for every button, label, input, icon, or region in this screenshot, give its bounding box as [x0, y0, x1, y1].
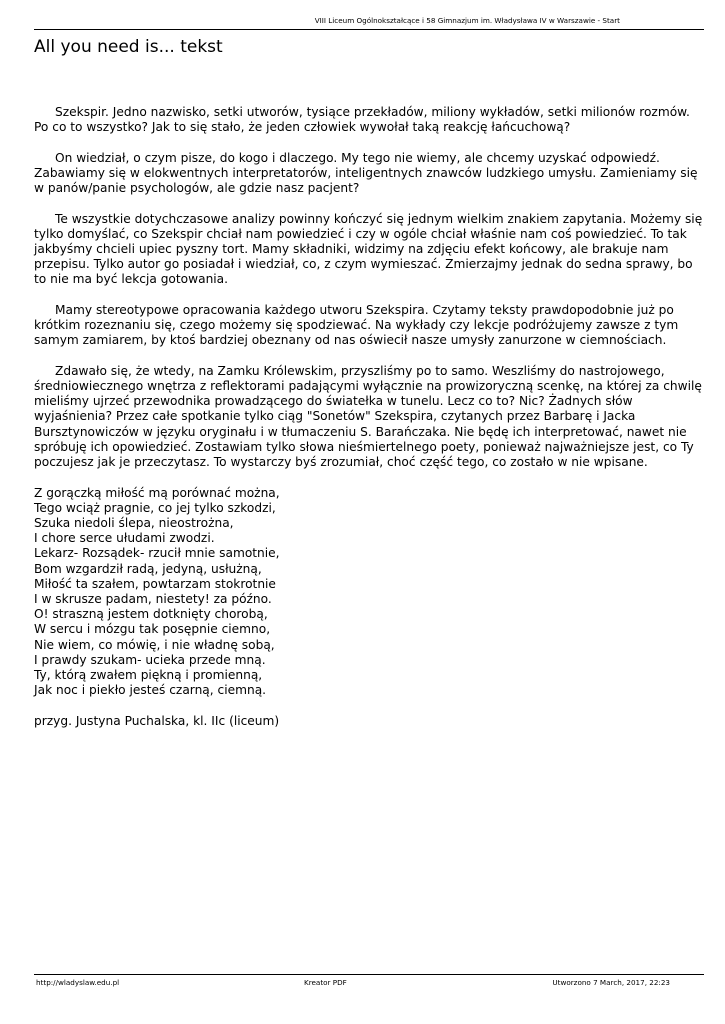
article-paragraph-3: Te wszystkie dotychczasowe analizy powinny kończyć się jednym wielkim znakiem zapytania. Możemy się tylko domyślać, co Szekspir chciał nam powiedzieć i czy w ogóle chciał właśnie nam coś powiedzieć. To tak jakbyśmy chcieli upiec pyszny tort. Mamy składniki, widzimy na zdjęciu efekt końcowy, ale brakuje nam przepisu. Tylko autor go posiadał i wiedział, co, z czym wymieszać. Zmierzajmy jednak do sedna sprawy, bo to nie ma być lekcja gotowania.: [34, 211, 703, 287]
footer-url: http://wladyslaw.edu.pl: [36, 978, 120, 987]
poem-line: Ty, którą zwałem piękną i promienną,: [34, 667, 263, 682]
poem-line: O! straszną jestem dotknięty chorobą,: [34, 607, 268, 622]
article-paragraph-4: Mamy stereotypowe opracowania każdego utworu Szekspira. Czytamy teksty prawdopodobnie już po krótkim rozeznaniu się, czego możemy się spodziewać. Na wykłady czy lekcje podróżujemy zawsze z tym samym zamiarem, by ktoś bardziej obeznany od nas oświecił nasze umysły zanurzone w ciemnościach.: [34, 302, 679, 348]
poem-line: Jak noc i piekło jesteś czarną, ciemną.: [34, 683, 267, 698]
poem-line: Miłość ta szałem, powtarzam stokrotnie: [34, 576, 276, 591]
article-paragraph-5: Zdawało się, że wtedy, na Zamku Królewskim, przyszliśmy po to samo. Weszliśmy do nastrojowego, średniowiecznego wnętrza z reflektorami padającymi wyłącznie na prowizoryczną scenkę, na której za chwilę mieliśmy ujrzeć przewodnika prowadzącego do światełka w tunelu. Lecz co to? Nic? Żadnych słów wyjaśnienia? Przez całe spotkanie tylko ciąg "Sonetów" Szekspira, czytanych przez Barbarę i Jacka Bursztynowiczów w języku oryginału i w tłumaczeniu S. Barańczaka. Nie będę ich interpretować, nawet nie spróbuję ich opowiedzieć. Zostawiam tylko słowa nieśmiertelnego poety, ponieważ najważniejsze jest, co Ty poczujesz jak je przeczytasz. To wystarczy byś zrozumiał, choć część tego, co zostało w nie wpisane.: [34, 363, 702, 470]
article-title: All you need is... tekst: [34, 37, 223, 57]
article-paragraph-1: Szekspir. Jedno nazwisko, setki utworów, tysiące przekładów, miliony wykładów, setki milionów rozmów. Po co to wszystko? Jak to się stało, że jeden człowiek wywołał taką reakcję łańcuchową?: [34, 105, 690, 135]
poem-line: I prawdy szukam- ucieka przede mną.: [34, 652, 266, 667]
footer-generator: Kreator PDF: [304, 978, 347, 987]
poem-line: Bom wzgardził radą, jedyną, usłużną,: [34, 561, 262, 576]
poem-line: W sercu i mózgu tak posępnie ciemno,: [34, 622, 271, 637]
page-header: [34, 12, 704, 30]
poem-line: Szuka niedoli ślepa, nieostrożna,: [34, 515, 234, 530]
article-paragraph-2: On wiedział, o czym pisze, do kogo i dlaczego. My tego nie wiemy, ale chcemy uzyskać odpowiedź. Zabawiamy się w elokwentnych interpretatorów, inteligentnych znawców ludzkiego umysłu. Zamieniamy się w panów/panie psychologów, ale gdzie nasz pacjent?: [34, 150, 698, 196]
poem-line: Nie wiem, co mówię, i nie władnę sobą,: [34, 637, 275, 652]
sonnet-poem: [34, 486, 704, 699]
footer-created-date: Utworzono 7 March, 2017, 22:23: [552, 978, 670, 987]
article-body: [34, 105, 704, 744]
site-title: VIII Liceum Ogólnokształcące i 58 Gimnazjum im. Władysława IV w Warszawie - Start: [314, 16, 620, 25]
poem-line: Tego wciąż pragnie, co jej tylko szkodzi,: [34, 500, 276, 515]
poem-line: I chore serce ułudami zwodzi.: [34, 531, 215, 546]
article-author: przyg. Justyna Puchalska, kl. IIc (liceum): [34, 713, 280, 728]
poem-line: Lekarz- Rozsądek- rzucił mnie samotnie,: [34, 546, 280, 561]
poem-line: Z gorączką miłość mą porównać można,: [34, 485, 280, 500]
page-footer: [34, 974, 704, 989]
poem-line: I w skrusze padam, niestety! za późno.: [34, 591, 272, 606]
